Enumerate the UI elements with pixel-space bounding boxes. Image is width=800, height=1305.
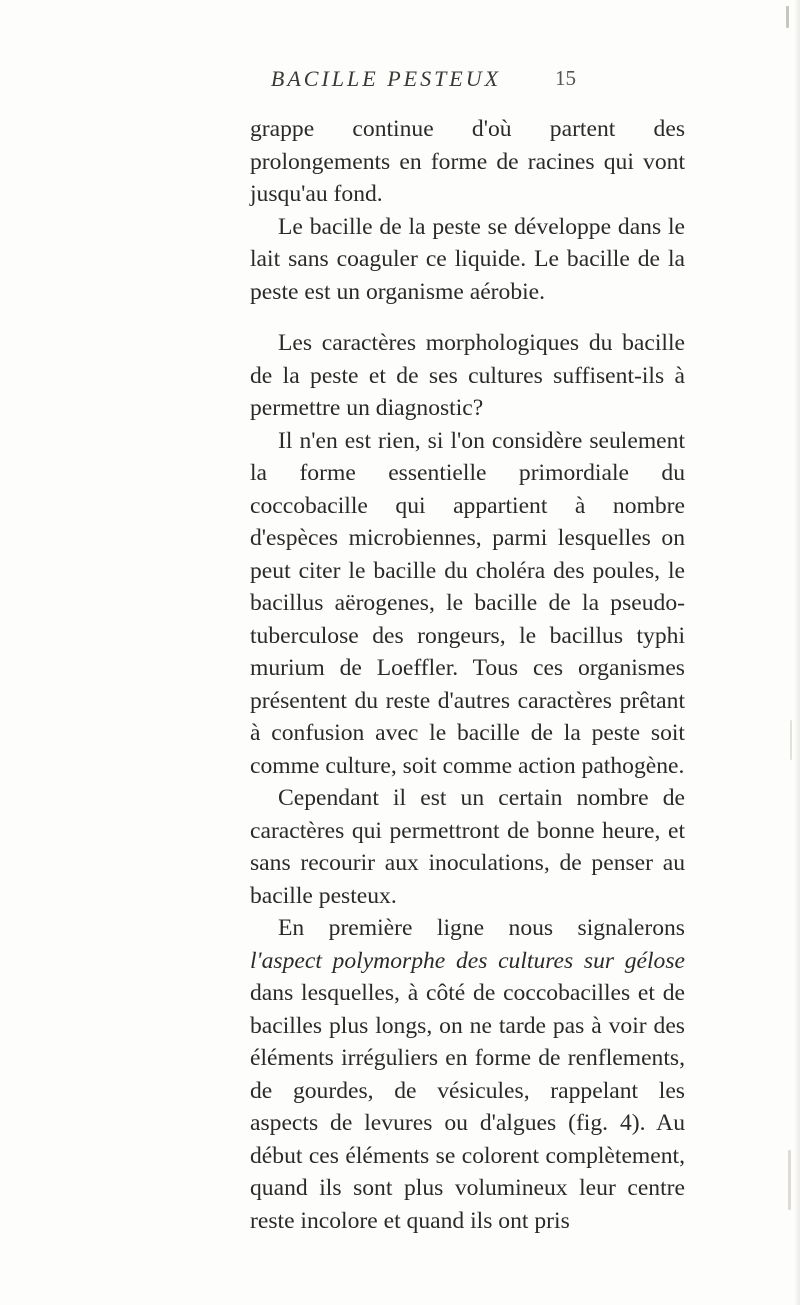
italic-phrase: l'aspect polymorphe des cultures sur gélose [250, 947, 685, 974]
edge-mark [786, 6, 789, 28]
running-title: BACILLE PESTEUX [270, 66, 502, 91]
paragraph-continuation: grappe continue d'où partent des prolongements en forme de racines qui vont jusqu'au fond. [250, 116, 685, 207]
page-number: 15 [555, 66, 576, 90]
paragraph-however: Cependant il est un certain nombre de caractères qui permettront de bonne heure, et sans recourir aux inoculations, de penser au bacille pesteux. [250, 785, 685, 909]
edge-mark [788, 1150, 791, 1210]
body-text [250, 113, 685, 1237]
edge-mark [790, 720, 792, 760]
paragraph-question: Les caractères morphologiques du bacille de la peste et de ses cultures suffisent-ils à permettre un diagnostic? [250, 330, 685, 421]
paragraph-polymorph [250, 912, 685, 1237]
paragraph-milk: Le bacille de la peste se développe dans le lait sans coaguler ce liquide. Le bacille de la peste est un organisme aérobie. [250, 213, 685, 305]
paragraph-polymorph-end: dans lesquelles, à côté de coccobacilles et de bacilles plus longs, on ne tarde pas à voir des éléments irréguliers en forme de renflements, de gourdes, de vésicules, rappelant les aspects de levures ou d'algues (fig. 4). Au début ces éléments se colorent complètement, quand ils sont plus volumineux leur centre reste incolore et quand ils ont pris [250, 980, 685, 1234]
running-head [0, 66, 800, 98]
paragraph-answer: Il n'en est rien, si l'on considère seulement la forme essentielle primordiale du coccobacille qui appartient à nombre d'espèces microbiennes, parmi lesquelles on peut citer le bacille du choléra des poules, le bacillus aërogenes, le bacille de la pseudo-tuberculose des rongeurs, le bacillus typhi murium de Loeffler. Tous ces organismes présentent du reste d'autres caractères prêtant à confusion avec le bacille de la peste soit comme culture, soit comme action pathogène. [250, 427, 685, 779]
paragraph-polymorph-start: En première ligne nous signalerons [278, 915, 685, 941]
page-edge-shadow [794, 0, 800, 1305]
